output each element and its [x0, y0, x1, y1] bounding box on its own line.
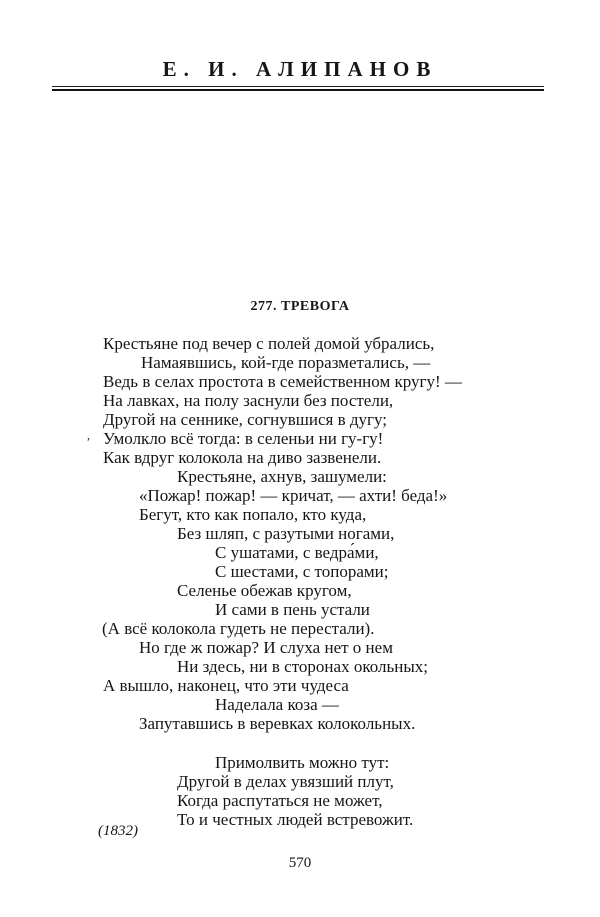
poem-line: А вышло, наконец, что эти чудеса — [103, 676, 349, 695]
page-number: 570 — [288, 855, 312, 871]
header-rule-thick — [52, 89, 544, 91]
poem-line: Ведь в селах простота в семейственном кругу! — — [103, 372, 462, 391]
poem-line: С шестами, с топорами; — [215, 562, 389, 581]
poem-line: То и честных людей встревожит. — [177, 810, 414, 829]
poem-line: (А всё колокола гудеть не перестали). — [102, 619, 375, 638]
poem-line: Запутавшись в веревках колокольных. — [139, 714, 416, 733]
poem-line: Как вдруг колокола на диво зазвенели. — [103, 448, 382, 467]
margin-mark: , — [87, 428, 90, 442]
poem-line: «Пожар! пожар! — кричат, — ахти! беда!» — [139, 486, 448, 505]
poem-line: Крестьяне, ахнув, зашумели: — [177, 467, 387, 486]
poem-line: Крестьяне под вечер с полей домой убрались, — [103, 334, 435, 353]
poem-line: Без шляп, с разутыми ногами, — [177, 524, 395, 543]
poem-line: Но где ж пожар? И слуха нет о нем — [139, 638, 393, 657]
poem-date: (1832) — [98, 823, 138, 839]
poem-line: Намаявшись, кой-где поразметались, — — [141, 353, 431, 372]
poem-line: С ушатами, с ведра́ми, — [215, 543, 379, 562]
poem-line: Селенье обежав кругом, — [177, 581, 352, 600]
poem-title: 277. ТРЕВОГА — [250, 299, 350, 314]
running-header-author: Е. И. АЛИПАНОВ — [162, 57, 438, 81]
poem-line: Наделала коза — — [215, 695, 339, 714]
poem-line: Другой на сеннике, согнувшися в дугу; — [103, 410, 387, 429]
poem-line: Бегут, кто как попало, кто куда, — [139, 505, 367, 524]
poem-line: Примолвить можно тут: — [215, 753, 390, 772]
poem-line: Ни здесь, ни в сторонах окольных; — [177, 657, 428, 676]
poem-line: И сами в пень устали — [215, 600, 370, 619]
header-rule-thin — [52, 86, 544, 87]
poem-line: На лавках, на полу заснули без постели, — [103, 391, 394, 410]
poem-line: Когда распутаться не может, — [177, 791, 383, 810]
poem-line: Умолкло всё тогда: в селеньи ни гу-гу! — [103, 429, 384, 448]
poem-line: Другой в делах увязший плут, — [177, 772, 394, 791]
